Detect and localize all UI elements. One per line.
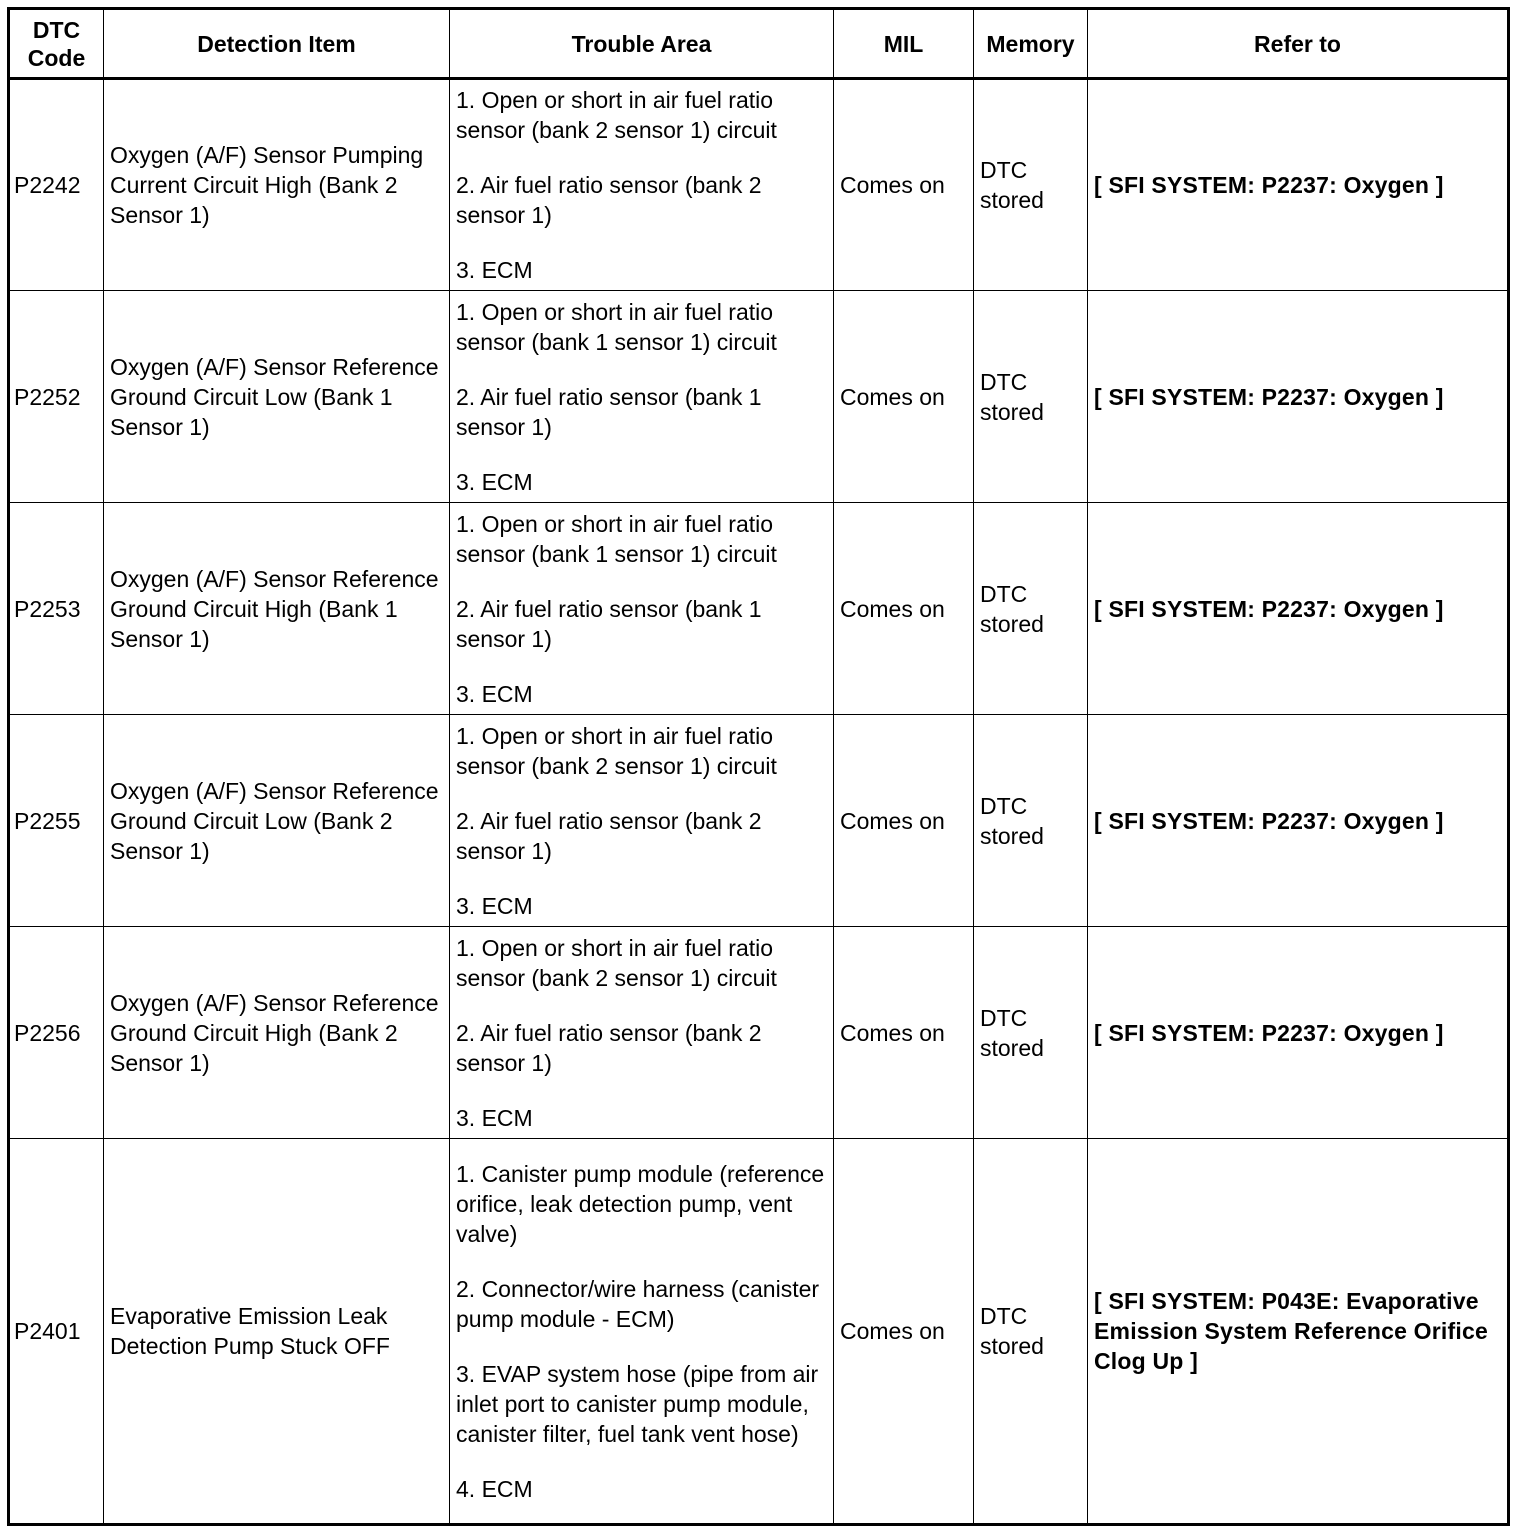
trouble-area-item: 1. Open or short in air fuel ratio sensor (bank 1 sensor 1) circuit [456, 510, 777, 567]
trouble-area-item: 1. Open or short in air fuel ratio sensor (bank 2 sensor 1) circuit [456, 87, 777, 143]
memory-cell: DTC stored [974, 1139, 1088, 1525]
table-row [9, 715, 1509, 927]
header-mil [834, 9, 974, 79]
dtc-code-cell: P2242 [9, 79, 104, 291]
table-row [9, 927, 1509, 1139]
trouble-area-item: 2. Air fuel ratio sensor (bank 2 sensor 1) [456, 1019, 762, 1076]
detection-item-cell: Oxygen (A/F) Sensor Reference Ground Circuit High (Bank 2 Sensor 1) [104, 927, 450, 1139]
refer-to-cell: [ SFI SYSTEM: P2237: Oxygen ] [1088, 927, 1509, 1139]
table-row [9, 291, 1509, 503]
trouble-area-item: 3. ECM [456, 892, 533, 919]
header-memory [974, 9, 1088, 79]
memory-cell: DTC stored [974, 291, 1088, 503]
trouble-area-item: 3. EVAP system hose (pipe from air inlet port to canister pump module, canister filter, fuel tank vent hose) [456, 1360, 819, 1447]
mil-cell: Comes on [834, 1139, 974, 1525]
trouble-area-cell [450, 291, 834, 503]
header-memory-label: Memory [986, 30, 1075, 57]
trouble-area-item: 2. Air fuel ratio sensor (bank 2 sensor 1) [456, 172, 762, 228]
table-row [9, 503, 1509, 715]
header-trouble-area-label: Trouble Area [571, 30, 712, 57]
header-dtc-code [9, 9, 104, 79]
trouble-area-cell [450, 715, 834, 927]
table-row [9, 79, 1509, 291]
dtc-table [7, 7, 1510, 1526]
memory-cell: DTC stored [974, 927, 1088, 1139]
memory-cell: DTC stored [974, 503, 1088, 715]
header-detection-item-label: Detection Item [197, 30, 356, 57]
header-row [9, 9, 1509, 79]
mil-cell: Comes on [834, 503, 974, 715]
dtc-code-cell: P2401 [9, 1139, 104, 1525]
trouble-area-cell [450, 503, 834, 715]
trouble-area-item: 1. Canister pump module (reference orifice, leak detection pump, vent valve) [456, 1160, 825, 1247]
table-header [9, 9, 1509, 79]
mil-cell: Comes on [834, 715, 974, 927]
dtc-code-cell: P2255 [9, 715, 104, 927]
refer-to-cell: [ SFI SYSTEM: P2237: Oxygen ] [1088, 79, 1509, 291]
trouble-area-item: 2. Air fuel ratio sensor (bank 1 sensor 1) [456, 383, 762, 440]
header-refer-to-label: Refer to [1254, 30, 1341, 57]
trouble-area-item: 2. Connector/wire harness (canister pump module - ECM) [456, 1275, 820, 1332]
trouble-area-item: 1. Open or short in air fuel ratio sensor (bank 2 sensor 1) circuit [456, 722, 777, 779]
detection-item-cell: Oxygen (A/F) Sensor Pumping Current Circuit High (Bank 2 Sensor 1) [104, 79, 450, 291]
refer-to-cell: [ SFI SYSTEM: P2237: Oxygen ] [1088, 715, 1509, 927]
refer-to-cell: [ SFI SYSTEM: P043E: Evaporative Emission System Reference Orifice Clog Up ] [1088, 1139, 1509, 1525]
trouble-area-item: 3. ECM [456, 257, 533, 283]
header-refer-to [1088, 9, 1509, 79]
header-dtc-code-label: DTC Code [27, 16, 86, 71]
dtc-code-cell: P2253 [9, 503, 104, 715]
table-body [9, 79, 1509, 1525]
mil-cell: Comes on [834, 79, 974, 291]
trouble-area-cell [450, 927, 834, 1139]
trouble-area-item: 2. Air fuel ratio sensor (bank 1 sensor 1) [456, 595, 762, 652]
trouble-area-item: 3. ECM [456, 1104, 533, 1131]
detection-item-cell: Oxygen (A/F) Sensor Reference Ground Circuit Low (Bank 1 Sensor 1) [104, 291, 450, 503]
header-mil-label: MIL [883, 30, 924, 57]
trouble-area-cell [450, 1139, 834, 1525]
header-detection-item [104, 9, 450, 79]
mil-cell: Comes on [834, 291, 974, 503]
header-trouble-area [450, 9, 834, 79]
trouble-area-item: 3. ECM [456, 680, 533, 707]
trouble-area-item: 4. ECM [456, 1475, 533, 1502]
dtc-code-cell: P2252 [9, 291, 104, 503]
trouble-area-item: 1. Open or short in air fuel ratio sensor (bank 2 sensor 1) circuit [456, 934, 777, 991]
mil-cell: Comes on [834, 927, 974, 1139]
detection-item-cell: Oxygen (A/F) Sensor Reference Ground Circuit Low (Bank 2 Sensor 1) [104, 715, 450, 927]
trouble-area-item: 1. Open or short in air fuel ratio sensor (bank 1 sensor 1) circuit [456, 298, 777, 355]
refer-to-cell: [ SFI SYSTEM: P2237: Oxygen ] [1088, 503, 1509, 715]
memory-cell: DTC stored [974, 715, 1088, 927]
dtc-code-cell: P2256 [9, 927, 104, 1139]
detection-item-cell: Evaporative Emission Leak Detection Pump Stuck OFF [104, 1139, 450, 1525]
trouble-area-item: 3. ECM [456, 468, 533, 495]
trouble-area-item: 2. Air fuel ratio sensor (bank 2 sensor 1) [456, 807, 762, 864]
refer-to-cell: [ SFI SYSTEM: P2237: Oxygen ] [1088, 291, 1509, 503]
detection-item-cell: Oxygen (A/F) Sensor Reference Ground Circuit High (Bank 1 Sensor 1) [104, 503, 450, 715]
table-row [9, 1139, 1509, 1525]
memory-cell: DTC stored [974, 79, 1088, 291]
trouble-area-cell [450, 79, 834, 291]
